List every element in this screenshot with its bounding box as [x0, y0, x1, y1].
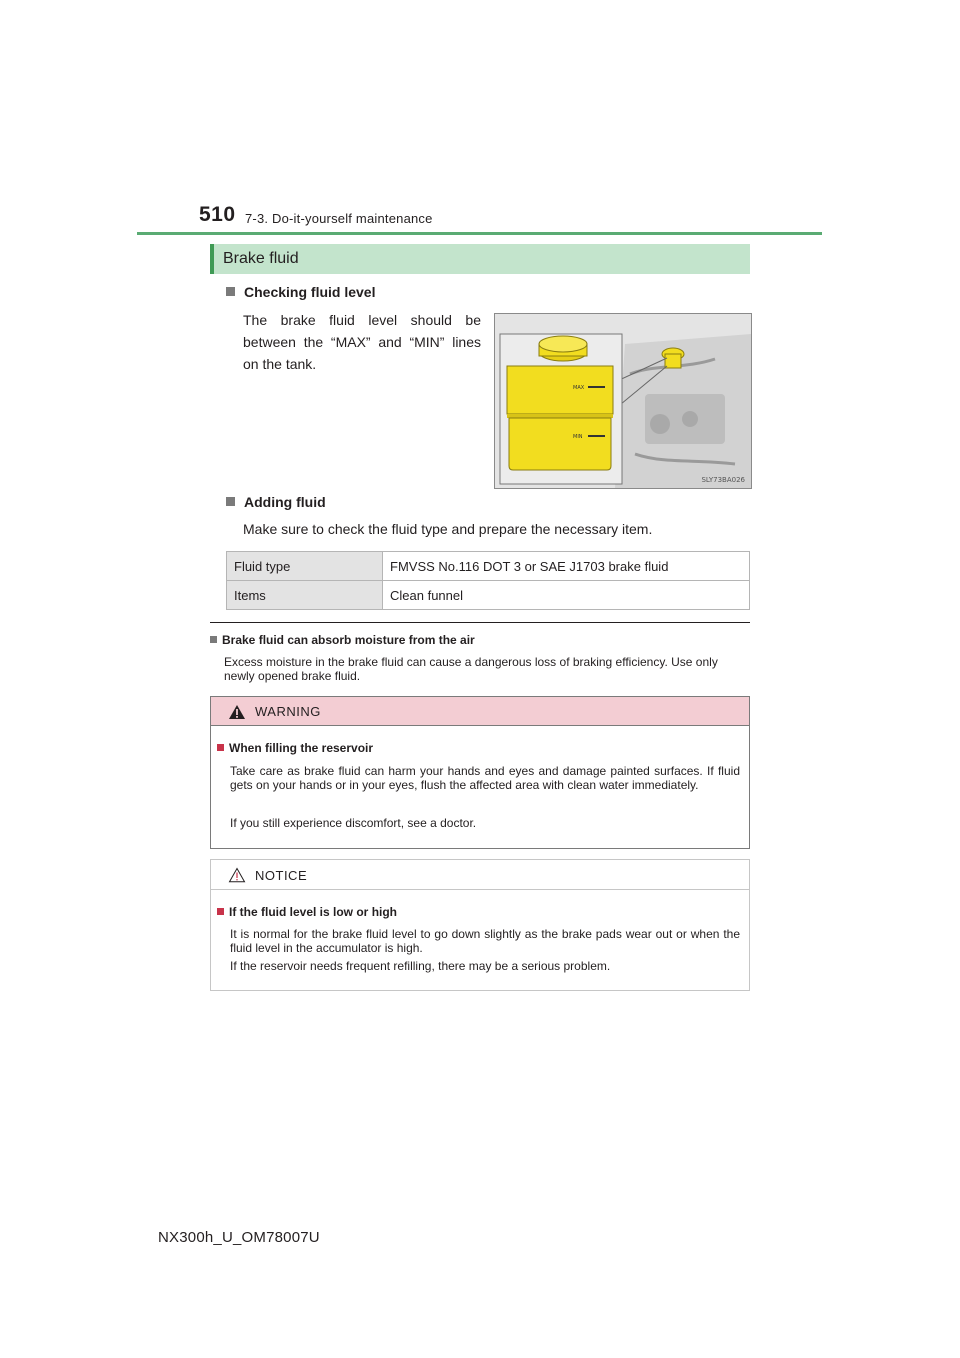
chapter-title: 7-3. Do-it-yourself maintenance: [245, 211, 433, 226]
note-heading-text: Brake fluid can absorb moisture from the air: [222, 633, 475, 647]
note-text: Excess moisture in the brake fluid can cause a dangerous loss of braking efficiency. Use only newly opened brake fluid.: [224, 655, 718, 683]
notice-paragraph-1: It is normal for the brake fluid level to go down slightly as the brake pads wear out or when the fluid level in the accumulator is high.: [230, 927, 740, 955]
adding-heading: [226, 494, 326, 510]
table-row: [227, 581, 750, 610]
caution-triangle-icon: [228, 867, 246, 883]
adding-heading-text: Adding fluid: [244, 494, 326, 510]
notice-heading: [217, 905, 397, 919]
checking-heading: [226, 284, 375, 300]
checking-text: The brake fluid level should be between the “MAX” and “MIN” lines on the tank.: [243, 312, 481, 372]
reservoir-illustration: [494, 313, 752, 489]
table-value-cell: Clean funnel: [383, 581, 750, 610]
warning-paragraph-2: If you still experience discomfort, see a doctor.: [230, 816, 477, 830]
warning-title: WARNING: [255, 704, 321, 719]
square-bullet-icon: [217, 744, 224, 751]
notice-header: [211, 860, 749, 890]
section-divider: [210, 622, 750, 623]
notice-heading-text: If the fluid level is low or high: [229, 905, 398, 919]
square-bullet-icon: [210, 636, 217, 643]
warning-heading-text: When filling the reservoir: [229, 741, 374, 755]
section-heading-bar: [210, 244, 214, 274]
max-mark-label: MAX: [573, 385, 585, 391]
min-mark-label: MIN: [573, 434, 583, 440]
adding-text: Make sure to check the fluid type and prepare the necessary item.: [243, 521, 653, 537]
square-bullet-icon: [217, 908, 224, 915]
reservoir-image: [495, 314, 751, 488]
warning-paragraph-1: Take care as brake fluid can harm your hands and eyes and damage painted surfaces. If fluid gets on your hands or in your eyes, flush the affected area with clean water immediately.: [230, 764, 740, 792]
fluid-spec-table: [226, 551, 750, 610]
warning-header: [211, 697, 749, 726]
page-number: 510: [199, 203, 236, 226]
section-title: Brake fluid: [223, 250, 299, 267]
header-rule: [137, 232, 822, 235]
square-bullet-icon: [226, 497, 235, 506]
document-id: NX300h_U_OM78007U: [158, 1229, 320, 1246]
checking-heading-text: Checking fluid level: [244, 284, 376, 300]
illustration-code: SLY73BA026: [701, 476, 745, 484]
notice-paragraph-2: If the reservoir needs frequent refilling, there may be a serious problem.: [230, 959, 611, 973]
warning-heading: [217, 741, 373, 755]
table-row: [227, 552, 750, 581]
square-bullet-icon: [226, 287, 235, 296]
table-key-cell: Fluid type: [227, 552, 383, 581]
table-key-cell: Items: [227, 581, 383, 610]
notice-title: NOTICE: [255, 868, 308, 883]
warning-box: [210, 696, 750, 849]
warning-triangle-icon: [228, 704, 246, 720]
notice-box: [210, 859, 750, 991]
table-value-cell: FMVSS No.116 DOT 3 or SAE J1703 brake fluid: [383, 552, 750, 581]
note-heading: [210, 633, 475, 647]
section-heading: [210, 244, 750, 274]
